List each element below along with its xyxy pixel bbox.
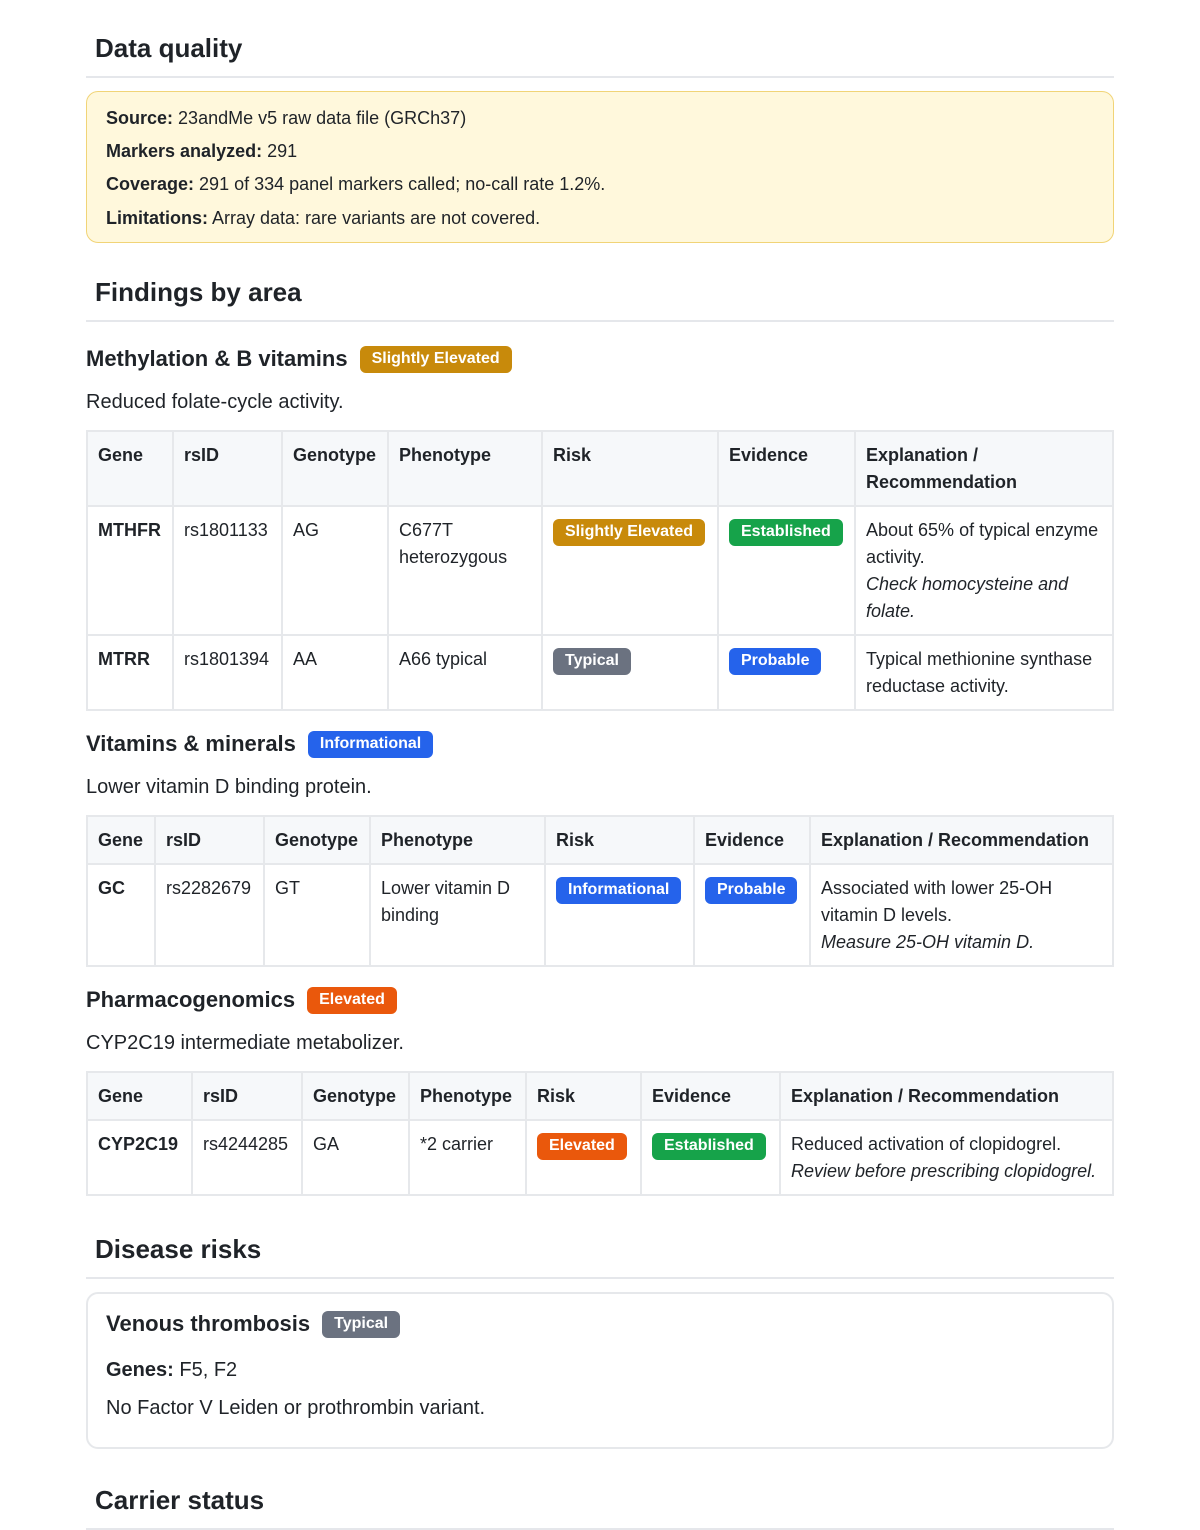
table-header-row [87,816,1113,864]
disease-card-header [106,1311,1094,1338]
explanation-text: About 65% of typical enzyme activity. [866,519,1099,567]
dq-value: 291 [267,141,298,162]
evidence-cell [641,1120,780,1195]
evidence-cell [694,864,810,966]
column-header: Gene [87,431,173,506]
dq-label: Coverage: [106,174,195,195]
dq-markers [106,140,1094,162]
dq-source [106,107,1094,129]
column-header: Explanation / Recommendation [855,431,1113,506]
recommendation-text: Measure 25-OH vitamin D. [821,931,1035,952]
data-quality-heading: Data quality [86,0,1114,78]
column-header: Genotype [264,816,370,864]
area-header-pharmacogenomics [86,987,1114,1014]
gene-cell: MTRR [87,635,173,710]
genotype-cell: AG [282,506,388,635]
column-header: rsID [155,816,264,864]
phenotype-cell: Lower vitamin D binding [370,864,545,966]
column-header: Gene [87,816,155,864]
dq-label: Markers analyzed: [106,141,263,162]
column-header: Evidence [641,1072,780,1120]
dq-limitations [106,207,1094,229]
column-header: Evidence [694,816,810,864]
gene-cell: MTHFR [87,506,173,635]
area-title: Pharmacogenomics [86,987,296,1013]
genotype-cell: GA [302,1120,409,1195]
table-row [87,864,1113,966]
phenotype-cell: C677T heterozygous [388,506,542,635]
genotype-cell: AA [282,635,388,710]
evidence-badge: Probable [729,648,821,675]
carrier-status-heading: Carrier status [86,1485,1114,1530]
table-header-row [87,1072,1113,1120]
risk-badge: Informational [556,877,681,904]
genes-value: F5, F2 [179,1358,238,1381]
evidence-cell [718,506,855,635]
recommendation-text: Check homocysteine and folate. [866,573,1069,621]
risk-cell [526,1120,641,1195]
data-quality-box [86,91,1114,243]
area-header-vitamins [86,731,1114,758]
evidence-badge: Established [729,519,843,546]
disease-risks-heading: Disease risks [86,1234,1114,1279]
table-row [87,1120,1113,1195]
risk-badge: Typical [322,1311,400,1338]
column-header: Evidence [718,431,855,506]
column-header: Phenotype [388,431,542,506]
risk-badge: Informational [308,731,433,758]
evidence-badge: Established [652,1133,766,1160]
risk-badge: Typical [553,648,631,675]
table-row [87,635,1113,710]
gene-cell: GC [87,864,155,966]
explanation-cell [855,635,1113,710]
column-header: Phenotype [370,816,545,864]
rsid-cell: rs4244285 [192,1120,302,1195]
dq-value: Array data: rare variants are not covered. [212,207,541,228]
findings-table-methylation [86,430,1114,711]
column-header: Risk [545,816,694,864]
explanation-text: Associated with lower 25-OH vitamin D levels. [821,877,1053,925]
dq-label: Source: [106,108,174,128]
rsid-cell: rs1801394 [173,635,282,710]
recommendation-text: Review before prescribing clopidogrel. [791,1160,1097,1181]
risk-badge: Slightly Elevated [360,346,512,373]
gene-cell: CYP2C19 [87,1120,192,1195]
genotype-cell: GT [264,864,370,966]
table-header-row [87,431,1113,506]
column-header: Explanation / Recommendation [810,816,1113,864]
area-summary: CYP2C19 intermediate metabolizer. [86,1031,404,1054]
column-header: Genotype [282,431,388,506]
evidence-badge: Probable [705,877,797,904]
phenotype-cell: A66 typical [388,635,542,710]
area-title: Methylation & B vitamins [86,346,348,372]
risk-badge: Slightly Elevated [553,519,705,546]
risk-badge: Elevated [537,1133,627,1160]
findings-table-vitamins [86,815,1114,967]
risk-cell [542,506,718,635]
findings-heading: Findings by area [86,277,1114,322]
area-summary: Lower vitamin D binding protein. [86,775,372,798]
findings-table-pharmacogenomics [86,1071,1114,1196]
disease-card-venous-thrombosis [86,1292,1114,1449]
area-header-methylation [86,346,1114,373]
genes-label: Genes: [106,1358,174,1381]
column-header: Risk [526,1072,641,1120]
explanation-cell [780,1120,1113,1195]
disease-genes [106,1358,1094,1382]
dq-value: 291 of 334 panel markers called; no-call rate 1.2%. [199,174,606,195]
dq-label: Limitations: [106,207,208,228]
explanation-cell [855,506,1113,635]
risk-badge: Elevated [307,987,397,1014]
explanation-text: Typical methionine synthase reductase activity. [866,648,1093,696]
disease-title: Venous thrombosis [106,1311,311,1337]
area-title: Vitamins & minerals [86,731,296,757]
disease-description: No Factor V Leiden or prothrombin variant. [106,1396,486,1419]
column-header: Risk [542,431,718,506]
rsid-cell: rs2282679 [155,864,264,966]
risk-cell [545,864,694,966]
evidence-cell [718,635,855,710]
explanation-cell [810,864,1113,966]
column-header: rsID [192,1072,302,1120]
phenotype-cell: *2 carrier [409,1120,526,1195]
column-header: Phenotype [409,1072,526,1120]
column-header: rsID [173,431,282,506]
dq-value: 23andMe v5 raw data file (GRCh37) [178,108,467,128]
column-header: Genotype [302,1072,409,1120]
table-row [87,506,1113,635]
column-header: Gene [87,1072,192,1120]
rsid-cell: rs1801133 [173,506,282,635]
column-header: Explanation / Recommendation [780,1072,1113,1120]
risk-cell [542,635,718,710]
area-summary: Reduced folate-cycle activity. [86,390,344,413]
explanation-text: Reduced activation of clopidogrel. [791,1133,1062,1154]
dq-coverage [106,173,1094,195]
